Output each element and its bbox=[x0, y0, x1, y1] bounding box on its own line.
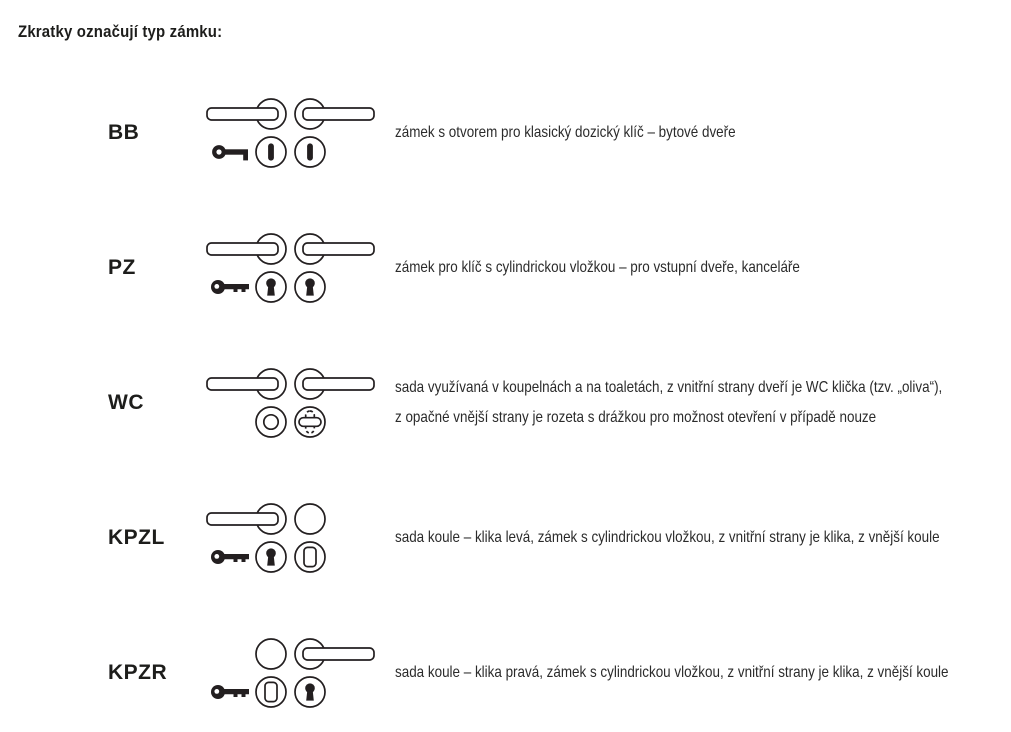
hole-rosette-icon bbox=[256, 407, 286, 437]
lock-hardware-diagram bbox=[205, 500, 375, 575]
lock-description bbox=[395, 635, 949, 710]
description-line: sada využívaná v koupelnách a na toaletách, z vnitřní strany dveří je WC klička (tzv. „oliva“), bbox=[395, 378, 943, 396]
description-line: zámek pro klíč s cylindrickou vložkou – pro vstupní dveře, kanceláře bbox=[395, 258, 800, 276]
hole-pz-icon bbox=[295, 677, 325, 707]
lock-description bbox=[395, 365, 942, 440]
description-line: sada koule – klika pravá, zámek s cylindrickou vložkou, z vnitřní strany je klika, z vnější koule bbox=[395, 663, 949, 681]
lever-left-icon bbox=[207, 99, 286, 129]
lock-type-row-wc bbox=[0, 365, 1011, 440]
lock-description bbox=[395, 500, 940, 575]
key-pz-icon bbox=[211, 280, 249, 294]
lock-type-row-kpzl bbox=[0, 500, 1011, 575]
hole-bb-icon bbox=[256, 137, 286, 167]
lock-type-row-kpzr bbox=[0, 635, 1011, 710]
key-bb-icon bbox=[212, 145, 248, 160]
lock-code-label: KPZR bbox=[108, 660, 168, 684]
hole-pz-icon bbox=[256, 272, 286, 302]
description-line: zámek s otvorem pro klasický dozický klíč – bytové dveře bbox=[395, 123, 736, 141]
lock-hardware-diagram bbox=[205, 95, 375, 170]
lever-left-icon bbox=[207, 234, 286, 264]
lock-code-label: PZ bbox=[108, 255, 136, 279]
key-pz-icon bbox=[211, 685, 249, 699]
lever-left-icon bbox=[207, 369, 286, 399]
hole-blind-icon bbox=[256, 677, 286, 707]
hole-blind-icon bbox=[295, 542, 325, 572]
description-line: sada koule – klika levá, zámek s cylindrickou vložkou, z vnitřní strany je klika, z vnější koule bbox=[395, 528, 940, 546]
lock-description bbox=[395, 230, 800, 305]
lock-description bbox=[395, 95, 736, 170]
lever-right-icon bbox=[295, 369, 374, 399]
lock-code-label: KPZL bbox=[108, 525, 165, 549]
key-pz-icon bbox=[211, 550, 249, 564]
hole-pz-icon bbox=[295, 272, 325, 302]
knob-icon bbox=[295, 504, 325, 534]
page-title: Zkratky označují typ zámku: bbox=[18, 22, 223, 41]
lock-type-row-pz bbox=[0, 230, 1011, 305]
hole-pz-icon bbox=[256, 542, 286, 572]
lever-right-icon bbox=[295, 234, 374, 264]
hole-bb-icon bbox=[295, 137, 325, 167]
lever-right-icon bbox=[295, 99, 374, 129]
lever-right-icon bbox=[295, 639, 374, 669]
hole-oliva-icon bbox=[295, 407, 325, 437]
lock-type-row-bb bbox=[0, 95, 1011, 170]
lock-code-label: BB bbox=[108, 120, 140, 144]
lock-code-label: WC bbox=[108, 390, 144, 414]
lock-hardware-diagram bbox=[205, 365, 375, 440]
lock-hardware-diagram bbox=[205, 230, 375, 305]
lever-left-icon bbox=[207, 504, 286, 534]
lock-hardware-diagram bbox=[205, 635, 375, 710]
knob-icon bbox=[256, 639, 286, 669]
description-line: z opačné vnější strany je rozeta s drážkou pro možnost otevření v případě nouze bbox=[395, 408, 877, 426]
